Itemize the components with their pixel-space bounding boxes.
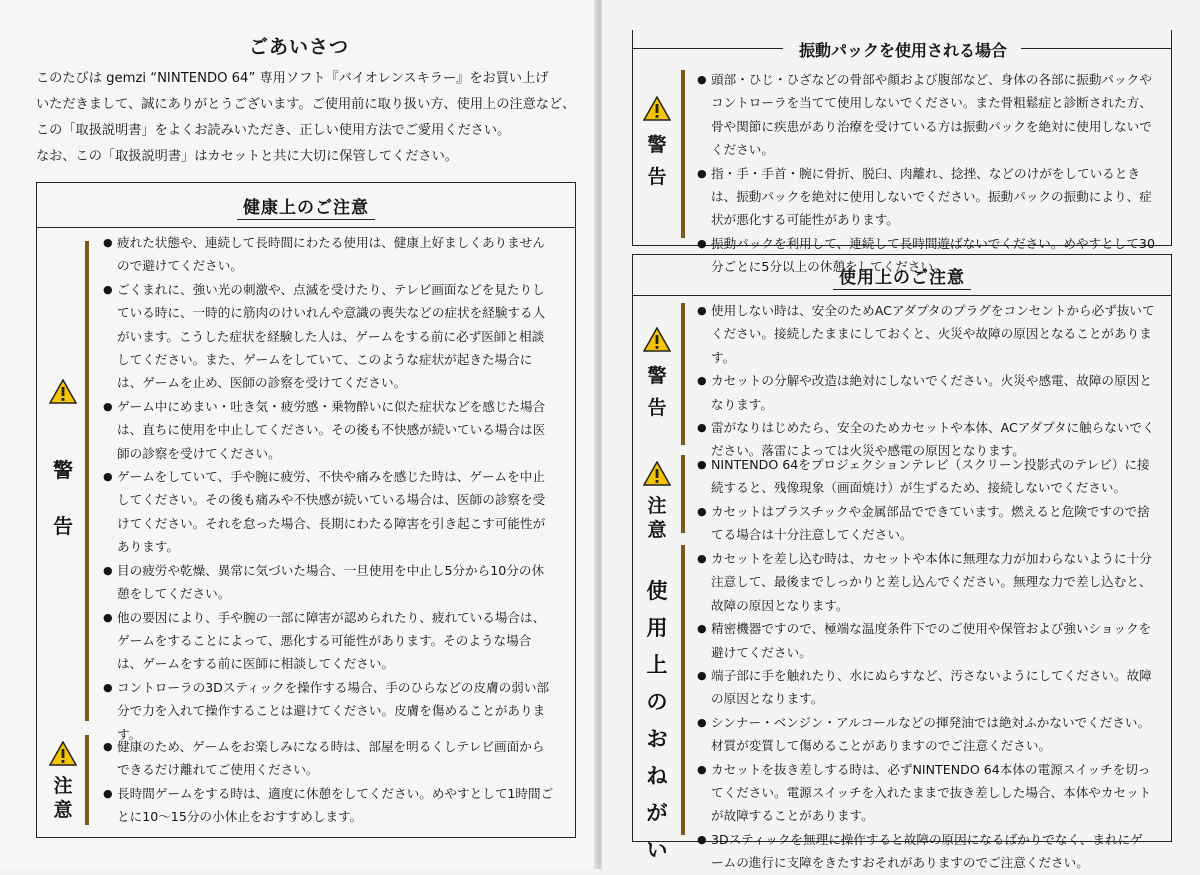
greeting-line: なお、この「取扱説明書」はカセットと共に大切に保管してください。 — [36, 149, 458, 164]
list-item: ● 精密機器ですので、極端な温度条件下でのご使用や保管および強いショックを避けてください。 — [699, 617, 1155, 664]
list-item: ● シンナー・ベンジン・アルコールなどの揮発油では絶対ふかないでください。材質が変質して傷めることがありますのでご注意ください。 — [699, 711, 1155, 758]
warning-bar — [681, 303, 685, 445]
divider — [633, 48, 783, 49]
list-item: ● 使用しない時は、安全のためACアダプタのプラグをコンセントから必ず抜いてください。接続したままにしておくと、火災や故障の原因となることがあります。 — [699, 299, 1155, 369]
list-item: ● ゲームをしていて、手や腕に疲労、不快や痛みを感じた時は、ゲームを中止してください。その後も痛みや不快感が続いている場合は、医師の診察を受けてください。それを怠った場合、長期にわたる障害を引き起こす可能性があります。 — [105, 465, 555, 559]
rumble-title: 振動パックを使用される場合 — [798, 41, 1007, 60]
warning-triangle-icon — [643, 96, 671, 121]
warning-triangle-icon — [643, 461, 671, 486]
health-warning-list — [105, 231, 555, 746]
usage-request-label: 使用上のおねがい — [646, 579, 668, 862]
usage-box — [632, 254, 1172, 871]
right-page — [602, 0, 1200, 869]
list-item: ● 雷がなりはじめたら、安全のためカセットや本体、ACアダプタに触らないでください。落雷によっては火災や感電の原因となります。 — [699, 416, 1155, 463]
list-item: ● コントローラの3Dスティックを操作する場合、手のひらなどの皮膚の弱い部分で力を入れて操作することは避けてください。皮膚を傷めることがあります。 — [105, 676, 555, 746]
usage-warning-list — [699, 299, 1155, 463]
rumble-warning-label: 警告 — [637, 96, 677, 193]
list-item: ● NINTENDO 64をプロジェクションテレビ（スクリーン投影式のテレビ）に接続すると、残像現象（画面焼け）が生ずるため、接続しないでください。 — [699, 453, 1155, 500]
greeting-title: ごあいさつ — [248, 36, 349, 58]
list-item: ● ゲーム中にめまい・吐き気・疲労感・乗物酔いに似た症状などを感じた場合は、直ちに使用を中止してください。その後も不快感が続いている場合は医師の診察を受けてください。 — [105, 395, 555, 465]
warning-triangle-icon — [49, 379, 77, 404]
greeting-line: いただきまして、誠にありがとうございます。ご使用前に取り扱い方、使用上の注意など、 — [36, 97, 576, 112]
health-title: 健康上のご注意 — [37, 183, 575, 228]
warning-bar — [681, 70, 685, 238]
caution-bar — [85, 735, 89, 825]
health-caution-list — [105, 735, 555, 829]
warning-triangle-icon — [49, 741, 77, 766]
list-item: ● カセットを抜き差しする時は、必ずNINTENDO 64本体の電源スイッチを切ってください。電源スイッチを入れたままで抜き差しした場合、本体やカセットが故障することがあります。 — [699, 758, 1155, 828]
usage-title: 使用上のご注意 — [633, 255, 1171, 296]
left-page — [0, 0, 598, 869]
rumble-list — [699, 68, 1155, 279]
health-caution-label: 注意 — [43, 741, 83, 822]
list-item: ● カセットの分解や改造は絶対にしないでください。火災や感電、故障の原因となります。 — [699, 369, 1155, 416]
usage-caution-label: 注意 — [637, 461, 677, 542]
greeting-text — [36, 66, 576, 170]
list-item: ● 振動パックを利用して、連続して長時間遊ばないでください。めやすとして30分ごとに5分以上の休憩をしてください。 — [699, 232, 1155, 279]
warning-bar — [85, 241, 89, 721]
list-item: ● ごくまれに、強い光の刺激や、点滅を受けたり、テレビ画面などを見たりしている時に、一時的に筋肉のけいれんや意識の喪失などの症状を経験する人がいます。こうした症状を経験した人は、ゲームをする前に必ず医師と相談してください。また、ゲームをしていて、このような症状が起きた場合には、ゲームを止め、医師の診察を受けてください。 — [105, 278, 555, 395]
usage-request-list — [699, 547, 1155, 875]
list-item: ● 健康のため、ゲームをお楽しみになる時は、部屋を明るくしテレビ画面からできるだけ離れてご使用ください。 — [105, 735, 555, 782]
warning-triangle-icon — [643, 327, 671, 352]
caution-bar — [681, 455, 685, 533]
rumble-box — [632, 30, 1172, 275]
list-item: ● 指・手・手首・腕に骨折、脱臼、肉離れ、捻挫、などのけがをしているときは、振動パックを絶対に使用しないでください。振動パックの振動により、症状が悪化する可能性があります。 — [699, 162, 1155, 232]
divider — [1021, 48, 1171, 49]
greeting-line: このたびは gemzi “NINTENDO 64” 専用ソフト『バイオレンスキラー』をお買い上げ — [36, 71, 549, 86]
list-item: ● カセットはプラスチックや金属部品でできています。燃えると危険ですので捨てる場合は十分注意してください。 — [699, 500, 1155, 547]
health-warning-label: 警告 — [43, 379, 83, 554]
list-item: ● 長時間ゲームをする時は、適度に休憩をしてください。めやすとして1時間ごとに10〜15分の小休止をおすすめします。 — [105, 782, 555, 829]
list-item: ● 他の要因により、手や腕の一部に障害が認められたり、疲れている場合は、ゲームをすることによって、悪化する可能性があります。そのような場合は、ゲームをする前に医師に相談してください。 — [105, 606, 555, 676]
health-box — [36, 182, 576, 838]
request-bar — [681, 545, 685, 835]
list-item: ● カセットを差し込む時は、カセットや本体に無理な力が加わらないように十分注意して、最後までしっかりと差し込んでください。無理な力で差し込むと、故障の原因となります。 — [699, 547, 1155, 617]
list-item: ● 疲れた状態や、連続して長時間にわたる使用は、健康上好ましくありませんので避けてください。 — [105, 231, 555, 278]
list-item: ● 頭部・ひじ・ひざなどの骨部や顔および腹部など、身体の各部に振動パックやコントローラを当てて使用しないでください。また骨粗鬆症と診断された方、骨や関節に疾患があり治療を受けている方は振動パックを絶対に使用しないでください。 — [699, 68, 1155, 162]
list-item: ● 目の疲労や乾燥、異常に気づいた場合、一旦使用を中止し5分から10分の休憩をしてください。 — [105, 559, 555, 606]
usage-caution-list — [699, 453, 1155, 547]
usage-warning-label: 警告 — [637, 327, 677, 424]
greeting-line: この「取扱説明書」をよくお読みいただき、正しい使用方法でご愛用ください。 — [36, 123, 511, 138]
list-item: ● 3Dスティックを無理に操作すると故障の原因になるばかりでなく、まれにゲームの進行に支障をきたすおそれがありますのでご注意ください。 — [699, 828, 1155, 875]
list-item: ● 端子部に手を触れたり、水にぬらすなど、汚さないようにしてください。故障の原因となります。 — [699, 664, 1155, 711]
